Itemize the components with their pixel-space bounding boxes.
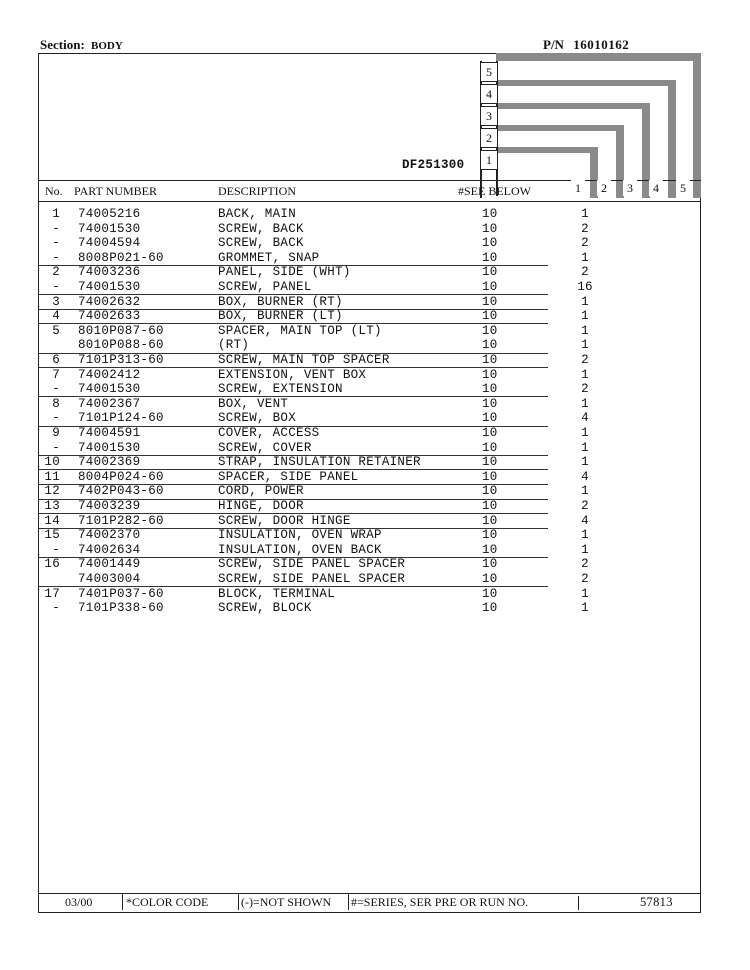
row-description: SCREW, COVER [218,440,312,455]
table-row [38,309,700,324]
row-quantity: 1 [581,542,589,557]
row-description: SCREW, EXTENSION [218,382,343,397]
row-quantity: 1 [581,455,589,470]
section-header [40,37,123,53]
row-part-number: 74004591 [78,426,141,440]
table-row [38,236,700,251]
row-no: - [52,221,60,236]
row-group-divider [38,396,548,397]
row-group-divider [38,499,548,500]
table-row [38,222,700,237]
row-part-number: 7101P124-60 [78,411,164,426]
row-series: 10 [482,572,498,586]
series-box-1: 1 [480,150,498,170]
row-series: 10 [482,601,498,616]
row-part-number: 74002634 [78,542,141,557]
row-quantity: 1 [581,528,589,543]
row-part-number: 74001530 [78,382,141,397]
row-series: 10 [482,499,498,513]
row-part-number: 74003236 [78,265,141,280]
row-quantity: 4 [581,411,589,426]
table-row [38,338,700,353]
row-group-divider [38,557,548,558]
series-column-4: 4 [649,180,663,196]
row-series: 10 [482,382,498,397]
row-description: STRAP, INSULATION RETAINER [218,455,421,470]
row-series: 10 [482,353,498,367]
row-quantity: 1 [581,323,589,338]
row-series: 10 [482,484,498,499]
row-quantity: 16 [577,280,593,294]
series-box-4: 4 [480,84,498,104]
row-series: 10 [482,557,498,572]
row-series: 10 [482,469,498,484]
footer-sep [238,893,239,910]
footer-date: 03/00 [65,895,93,909]
footer-sep [122,893,123,910]
series-shade [496,53,701,61]
row-no: 13 [44,499,60,513]
row-part-number: 74003239 [78,499,141,513]
row-series: 10 [482,265,498,280]
row-group-divider [38,426,548,427]
row-description: EXTENSION, VENT BOX [218,367,367,382]
row-part-number: 74002632 [78,294,141,309]
row-quantity: 1 [581,207,589,221]
footer-sep [348,893,349,910]
row-description: INSULATION, OVEN WRAP [218,528,382,543]
series-shade [498,103,650,109]
row-part-number: 74002370 [78,528,141,543]
table-row [38,601,700,616]
row-description: (RT) [218,338,250,353]
row-description: COVER, ACCESS [218,426,320,440]
row-group-divider [38,367,548,368]
table-row [38,353,700,368]
section-value: BODY [91,40,123,52]
footer-divider [38,893,701,894]
row-no: - [52,250,60,265]
row-series: 10 [482,207,498,221]
row-quantity: 1 [581,309,589,324]
row-series: 10 [482,294,498,309]
row-series: 10 [482,396,498,411]
row-quantity: 4 [581,469,589,484]
row-description: BACK, MAIN [218,207,297,221]
row-part-number: 7402P043-60 [78,484,164,499]
section-label: Section: [40,37,85,52]
row-group-divider [38,323,548,324]
row-description: INSULATION, OVEN BACK [218,542,382,557]
table-row [38,295,700,310]
series-box-5: 5 [480,62,498,82]
row-no: 14 [44,513,60,528]
row-quantity: 1 [581,426,589,440]
row-quantity: 2 [581,572,589,586]
row-description: SCREW, BACK [218,221,304,236]
series-column-2: 2 [597,180,611,196]
table-row [38,455,700,470]
row-quantity: 2 [581,353,589,367]
row-group-divider [38,353,548,354]
series-box-3: 3 [480,106,498,126]
footer-not-shown: (-)=NOT SHOWN [241,895,332,909]
row-description: SCREW, BOX [218,411,297,426]
row-description: SCREW, MAIN TOP SPACER [218,353,390,367]
pn-label: P/N [543,37,564,52]
row-no: 5 [52,323,60,338]
row-no: 11 [44,469,60,484]
row-series: 10 [482,426,498,440]
row-no: 1 [52,207,60,221]
row-series: 10 [482,309,498,324]
series-shade [498,80,676,86]
footer-series-note: #=SERIES, SER PRE OR RUN NO. [351,895,529,909]
row-no: - [52,542,60,557]
row-description: SCREW, SIDE PANEL SPACER [218,572,406,586]
table-row [38,587,700,602]
row-group-divider [38,513,548,514]
row-series: 10 [482,455,498,470]
row-part-number: 7401P037-60 [78,586,164,601]
row-no: - [52,382,60,397]
col-see-below: #SEE BELOW [458,184,531,198]
row-part-number: 74002367 [78,396,141,411]
row-no: 2 [52,265,60,280]
series-column-3: 3 [623,180,637,196]
row-part-number: 8008P021-60 [78,250,164,265]
row-series: 10 [482,513,498,528]
table-row [38,543,700,558]
row-series: 10 [482,440,498,455]
row-description: SCREW, DOOR HINGE [218,513,351,528]
row-quantity: 1 [581,367,589,382]
row-group-divider [38,455,548,456]
row-series: 10 [482,338,498,353]
row-series: 10 [482,411,498,426]
row-part-number: 74001530 [78,221,141,236]
row-part-number: 7101P282-60 [78,513,164,528]
table-row [38,397,700,412]
table-row [38,251,700,266]
col-part-number: PART NUMBER [74,184,157,198]
row-series: 10 [482,221,498,236]
row-quantity: 2 [581,382,589,397]
row-no: 7 [52,367,60,382]
row-part-number: 74002633 [78,309,141,324]
row-no: - [52,280,60,294]
table-row [38,426,700,441]
row-description: SCREW, PANEL [218,280,312,294]
table-row [38,499,700,514]
row-no: - [52,440,60,455]
row-quantity: 1 [581,601,589,616]
row-description: SPACER, SIDE PANEL [218,469,359,484]
row-part-number: 74005216 [78,207,141,221]
series-column-5: 5 [676,180,690,196]
row-quantity: 2 [581,557,589,572]
row-quantity: 1 [581,484,589,499]
row-group-divider [38,265,548,266]
row-series: 10 [482,586,498,601]
row-part-number: 8010P087-60 [78,323,164,338]
table-row [38,441,700,456]
table-row [38,280,700,295]
row-part-number: 8010P088-60 [78,338,164,353]
diagram-code: DF251300 [402,158,465,172]
row-description: SCREW, BLOCK [218,601,312,616]
row-part-number: 74002369 [78,455,141,470]
row-group-divider [38,586,548,587]
parts-table [38,207,700,627]
row-part-number: 8004P024-60 [78,469,164,484]
row-part-number: 7101P338-60 [78,601,164,616]
row-description: BOX, BURNER (LT) [218,309,343,324]
row-group-divider [38,484,548,485]
row-quantity: 2 [581,221,589,236]
row-quantity: 2 [581,236,589,251]
row-group-divider [38,309,548,310]
table-row [38,265,700,280]
row-description: CORD, POWER [218,484,304,499]
row-part-number: 74003004 [78,572,141,586]
row-series: 10 [482,323,498,338]
row-no: 15 [44,528,60,543]
table-row [38,368,700,383]
row-no: - [52,411,60,426]
row-quantity: 1 [581,294,589,309]
row-description: BOX, BURNER (RT) [218,294,343,309]
table-row [38,484,700,499]
row-series: 10 [482,528,498,543]
row-description: SCREW, BACK [218,236,304,251]
row-no: 6 [52,353,60,367]
row-quantity: 1 [581,250,589,265]
row-description: GROMMET, SNAP [218,250,320,265]
part-number-header [543,37,629,53]
table-row [38,382,700,397]
row-part-number: 74001530 [78,280,141,294]
row-group-divider [38,528,548,529]
series-box-2: 2 [480,128,498,148]
row-part-number: 74004594 [78,236,141,251]
row-quantity: 2 [581,499,589,513]
row-no: 8 [52,396,60,411]
series-shade [498,147,598,153]
row-quantity: 2 [581,265,589,280]
table-row [38,324,700,339]
table-row [38,572,700,587]
table-row [38,528,700,543]
row-description: BLOCK, TERMINAL [218,586,336,601]
row-series: 10 [482,367,498,382]
row-description: PANEL, SIDE (WHT) [218,265,351,280]
row-quantity: 1 [581,396,589,411]
row-no: - [52,601,60,616]
row-description: BOX, VENT [218,396,289,411]
series-shade [693,53,701,198]
row-no: - [52,236,60,251]
row-no: 4 [52,309,60,324]
row-description: SPACER, MAIN TOP (LT) [218,323,382,338]
row-series: 10 [482,542,498,557]
row-quantity: 1 [581,586,589,601]
row-no: 3 [52,294,60,309]
row-no: 12 [44,484,60,499]
row-group-divider [38,294,548,295]
footer-doc-number: 57813 [640,895,673,909]
row-series: 10 [482,250,498,265]
row-quantity: 1 [581,440,589,455]
row-part-number: 74001449 [78,557,141,572]
table-row [38,207,700,222]
row-part-number: 7101P313-60 [78,353,164,367]
series-column-1: 1 [571,180,585,196]
row-no: 16 [44,557,60,572]
row-part-number: 74002412 [78,367,141,382]
table-row [38,411,700,426]
row-no: 17 [44,586,60,601]
row-series: 10 [482,236,498,251]
row-part-number: 74001530 [78,440,141,455]
footer-color-code: *COLOR CODE [126,895,209,909]
row-no: 9 [52,426,60,440]
row-description: SCREW, SIDE PANEL SPACER [218,557,406,572]
row-quantity: 4 [581,513,589,528]
row-description: HINGE, DOOR [218,499,304,513]
row-quantity: 1 [581,338,589,353]
series-shade [498,125,624,131]
table-row [38,470,700,485]
table-row [38,557,700,572]
row-no: 10 [44,455,60,470]
col-description: DESCRIPTION [218,184,297,198]
pn-value: 16010162 [573,37,630,52]
table-row [38,514,700,529]
row-series: 10 [482,280,498,294]
row-group-divider [38,469,548,470]
col-no: No. [45,184,63,198]
footer-sep [578,896,579,910]
